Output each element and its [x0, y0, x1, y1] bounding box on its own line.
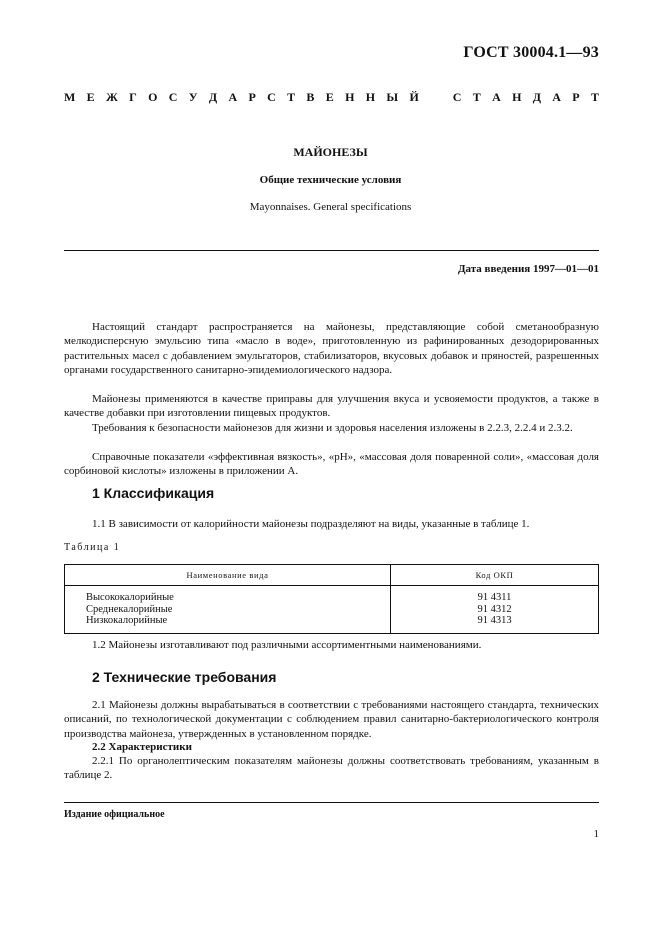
- page-number: 1: [593, 828, 599, 840]
- standard-letter: Р: [248, 90, 256, 104]
- standard-letter: С: [168, 90, 178, 104]
- standard-letter: Н: [512, 90, 522, 104]
- standard-letter: Е: [325, 90, 334, 104]
- table-header-name: Наименование вида: [65, 565, 391, 586]
- standard-letter: С: [267, 90, 276, 104]
- edition-label: Издание официальное: [64, 809, 165, 820]
- intro-paragraph: Справочные показатели «эффективная вязкость», «рН», «массовая доля поваренной соли», «массовая доля сорбиновой кислоты» изложены в приложении А.: [64, 451, 599, 478]
- document-subtitle: Общие технические условия: [259, 174, 402, 186]
- section-heading-classification: 1 Классификация: [92, 485, 215, 501]
- standard-letter: Т: [472, 90, 481, 104]
- table-label: Таблица 1: [64, 542, 121, 553]
- table-row-name: Низкокалорийные: [86, 615, 168, 627]
- standard-letter: О: [148, 90, 158, 104]
- standard-letter: Ж: [105, 90, 118, 104]
- standard-letter: Д: [532, 90, 541, 104]
- standard-letter: Й: [409, 90, 419, 104]
- standard-letter: В: [306, 90, 315, 104]
- standard-letter: А: [492, 90, 501, 104]
- footer-divider: [64, 802, 599, 803]
- table-row-name: Среднекалорийные: [86, 603, 173, 615]
- document-title: МАЙОНЕЗЫ: [293, 145, 368, 159]
- standard-type-title: [64, 90, 599, 105]
- intro-paragraph: Настоящий стандарт распространяется на майонезы, представляющие собой сметанообразную мелкодисперсную эмульсию типа «масло в воде», приготовленную из рафинированных дезодорированных растительных масел с добавлением эмульгаторов, стабилизаторов, вкусовых добавок и пряностей, разрешенных органами государственного санитарно-эпидемиологического надзора.: [64, 321, 599, 377]
- clause-2-1: 2.1 Майонезы должны вырабатываться в соответствии с требованиями настоящего стандарта, технических описаний, по технологической документации с соблюдением правил санитарно-бактериологического контроля производства майонеза, утвержденных в установленном порядке.: [64, 699, 599, 740]
- clause-1-2: 1.2 Майонезы изготавливают под различными ассортиментными наименованиями.: [92, 639, 482, 651]
- clause-2-2-1: 2.2.1 По органолептическим показателям майонезы должны соответствовать требованиям, указанным в таблице 2.: [64, 755, 599, 782]
- standard-letter: Д: [208, 90, 218, 104]
- gost-number: ГОСТ 30004.1—93: [463, 44, 599, 61]
- title-divider: [64, 250, 599, 251]
- clause-2-2-heading: 2.2 Характеристики: [92, 741, 192, 753]
- clause-1-1: 1.1 В зависимости от калорийности майонезы подразделяют на виды, указанные в таблице 1.: [92, 518, 530, 530]
- standard-letter: Г: [129, 90, 137, 104]
- standard-letter: Е: [86, 90, 95, 104]
- introduction-date: Дата введения 1997—01—01: [457, 263, 599, 275]
- table-row-code: 91 4311: [477, 592, 512, 603]
- standard-letter: Н: [365, 90, 376, 104]
- standard-letter: Т: [590, 90, 599, 104]
- section-heading-technical-requirements: 2 Технические требования: [92, 669, 277, 685]
- table-cell-codes: [391, 586, 599, 634]
- standard-letter: Н: [345, 90, 355, 104]
- standard-letter: М: [64, 90, 76, 104]
- standard-letter: Р: [572, 90, 580, 104]
- table-row-code: 91 4312: [477, 603, 512, 615]
- table-row-code: 91 4313: [477, 615, 512, 627]
- standard-letter: Т: [287, 90, 296, 104]
- standard-letter: А: [228, 90, 238, 104]
- standard-letter: У: [188, 90, 198, 104]
- table-header-code: Код ОКП: [391, 565, 599, 586]
- standard-letter: А: [552, 90, 561, 104]
- table-cell-names: [65, 586, 391, 634]
- standard-letter: Ы: [386, 90, 399, 104]
- table-row-name: Высококалорийные: [86, 592, 174, 603]
- classification-table: [64, 564, 599, 634]
- english-title: Mayonnaises. General specifications: [249, 201, 412, 213]
- standard-letter: С: [452, 90, 462, 104]
- intro-paragraph: Требования к безопасности майонезов для жизни и здоровья населения изложены в 2.2.3, 2.2.4 и 2.3.2.: [92, 422, 573, 434]
- intro-paragraph: Майонезы применяются в качестве приправы для улучшения вкуса и усвояемости продуктов, а также в качестве добавки при изготовлении пищевых продуктов.: [64, 393, 599, 420]
